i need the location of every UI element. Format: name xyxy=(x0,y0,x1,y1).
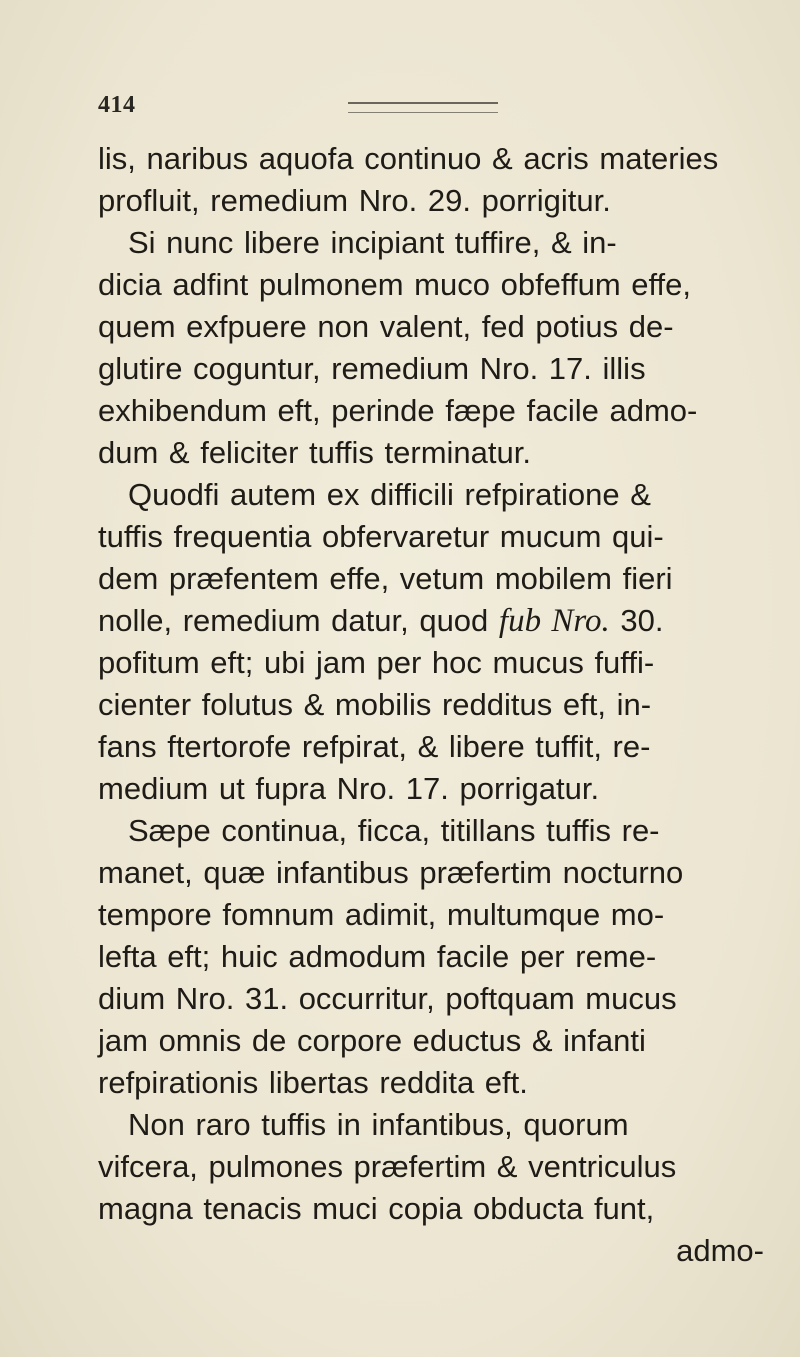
text-segment: nolle, remedium datur, quod xyxy=(98,603,489,638)
page-number: 414 xyxy=(98,92,136,118)
text-line: refpirationis libertas reddita eft. xyxy=(98,1065,528,1100)
text-line: vifcera, pulmones præfertim & ventriculus xyxy=(98,1149,677,1184)
text-line: Si nunc libere incipiant tuffire, & in- xyxy=(128,225,617,260)
text-line: pofitum eft; ubi jam per hoc mucus fuffi- xyxy=(98,645,655,680)
text-line: dum & feliciter tuffis terminatur. xyxy=(98,435,531,470)
text-line: dicia adfint pulmonem muco obfeffum effe, xyxy=(98,267,692,302)
text-line: profluit, remedium Nro. 29. porrigitur. xyxy=(98,183,611,218)
text-line: dem præfentem effe, vetum mobilem fieri xyxy=(98,561,673,596)
text-line: dium Nro. 31. occurritur, poftquam mucus xyxy=(98,981,677,1016)
text-line: cienter folutus & mobilis redditus eft, in- xyxy=(98,687,652,722)
text-line: manet, quæ infantibus præfertim nocturno xyxy=(98,855,684,890)
text-line: tuffis frequentia obfervaretur mucum qui- xyxy=(98,519,664,554)
text-line: exhibendum eft, perinde fæpe facile admo- xyxy=(98,393,698,428)
text-line: Sæpe continua, ficca, titillans tuffis re- xyxy=(128,813,660,848)
text-line: fans ftertorofe refpirat, & libere tuffit, re- xyxy=(98,729,651,764)
text-segment: 30. xyxy=(620,603,664,638)
text-line: Quodfi autem ex difficili refpiratione & xyxy=(128,477,651,512)
text-line: lefta eft; huic admodum facile per reme- xyxy=(98,939,657,974)
ornament-rule xyxy=(348,102,498,113)
text-line: glutire coguntur, remedium Nro. 17. illis xyxy=(98,351,646,386)
text-line: magna tenacis muci copia obducta funt, xyxy=(98,1191,655,1226)
text-line: medium ut fupra Nro. 17. porrigatur. xyxy=(98,771,600,806)
text-line-with-italic xyxy=(98,600,768,642)
text-line: jam omnis de corpore eductus & infanti xyxy=(98,1023,646,1058)
body-text xyxy=(98,138,768,1272)
catchword: admo- xyxy=(676,1233,764,1268)
page-header xyxy=(98,92,758,122)
text-line: tempore fomnum adimit, multumque mo- xyxy=(98,897,665,932)
text-line: Non raro tuffis in infantibus, quorum xyxy=(128,1107,629,1142)
italic-phrase: fub Nro. xyxy=(498,603,610,639)
text-line: quem exfpuere non valent, fed potius de- xyxy=(98,309,674,344)
text-line: lis, naribus aquofa continuo & acris materies xyxy=(98,141,719,176)
